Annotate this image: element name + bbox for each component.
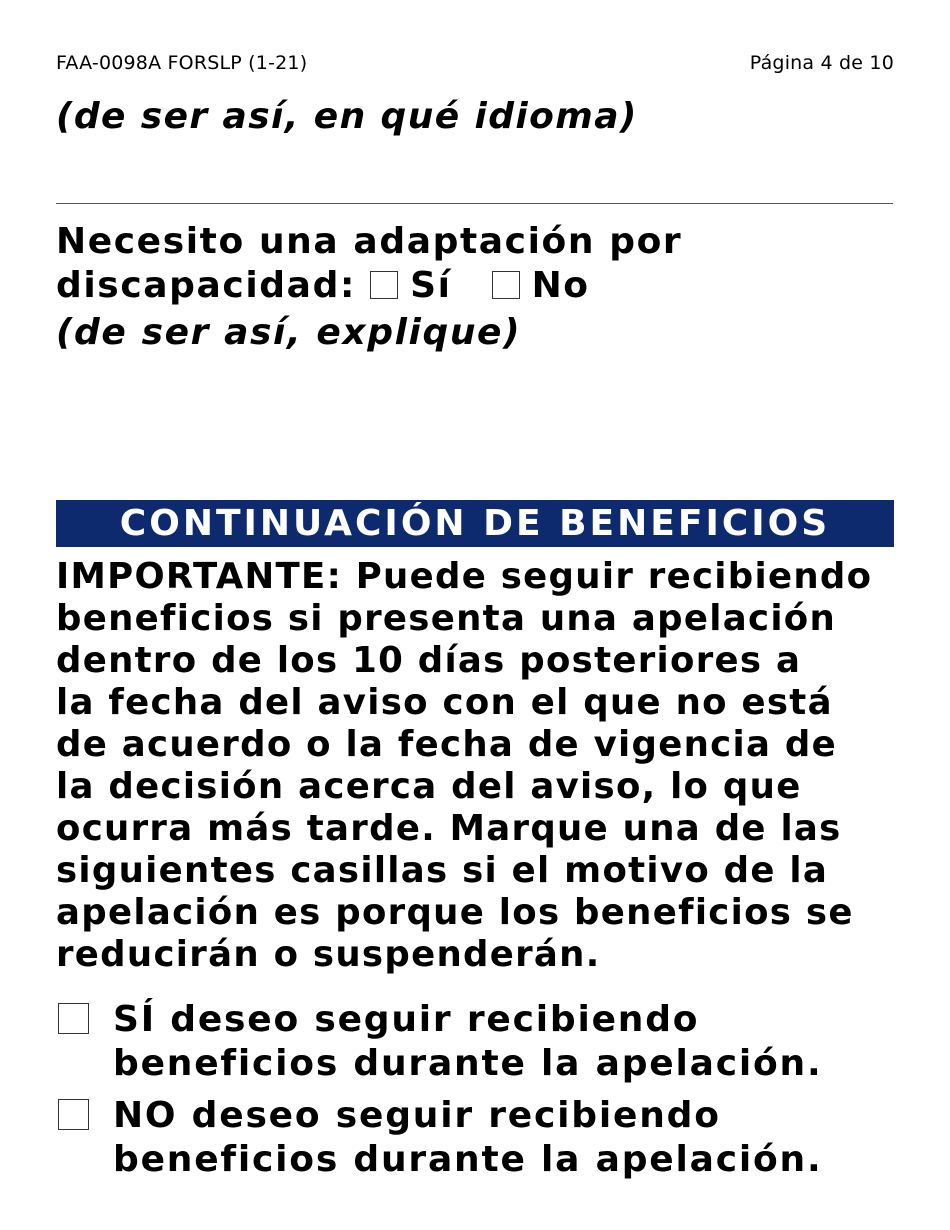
accommodation-explain: (de ser así, explique)	[56, 312, 522, 353]
continue-no-checkbox[interactable]	[58, 1099, 89, 1130]
accommodation-question: Necesito una adaptación por	[56, 221, 683, 262]
important-notice	[56, 556, 916, 976]
accommodation-no-label: No	[531, 265, 590, 306]
notice-line: la fecha del aviso con el que no está	[56, 682, 833, 723]
accommodation-section	[56, 220, 896, 355]
accommodation-label: discapacidad:	[56, 265, 356, 306]
accommodation-yes-checkbox[interactable]	[370, 271, 398, 299]
option-line: beneficios durante la apelación.	[113, 1139, 823, 1180]
option-line: SÍ deseo seguir recibiendo	[113, 999, 700, 1040]
notice-line: ocurra más tarde. Marque una de las	[56, 808, 842, 849]
accommodation-no-checkbox[interactable]	[492, 271, 520, 299]
continue-yes-checkbox[interactable]	[58, 1003, 89, 1034]
section-banner: CONTINUACIÓN DE BENEFICIOS	[56, 500, 894, 547]
notice-line: dentro de los 10 días posteriores a	[56, 640, 802, 681]
notice-line: IMPORTANTE: Puede seguir recibiendo	[56, 556, 873, 597]
option-line: beneficios durante la apelación.	[113, 1043, 823, 1084]
accommodation-yes-label: Sí	[410, 265, 452, 306]
notice-line: beneficios si presenta una apelación	[56, 598, 837, 639]
notice-line: reducirán o suspenderán.	[56, 934, 601, 975]
notice-line: apelación es porque los beneficios se	[56, 892, 854, 933]
page-number: Página 4 de 10	[749, 52, 894, 74]
option-line: NO deseo seguir recibiendo	[113, 1095, 721, 1136]
language-question: (de ser así, en qué idioma)	[56, 96, 638, 137]
language-answer-line[interactable]	[56, 203, 893, 204]
accommodation-options	[56, 264, 896, 308]
notice-line: siguientes casillas si el motivo de la	[56, 850, 829, 891]
notice-line: la decisión acerca del aviso, lo que	[56, 766, 802, 807]
continue-yes-text	[113, 998, 822, 1086]
form-id: FAA-0098A FORSLP (1-21)	[56, 52, 308, 74]
notice-line: de acuerdo o la fecha de vigencia de	[56, 724, 837, 765]
continue-no-text	[113, 1094, 822, 1182]
